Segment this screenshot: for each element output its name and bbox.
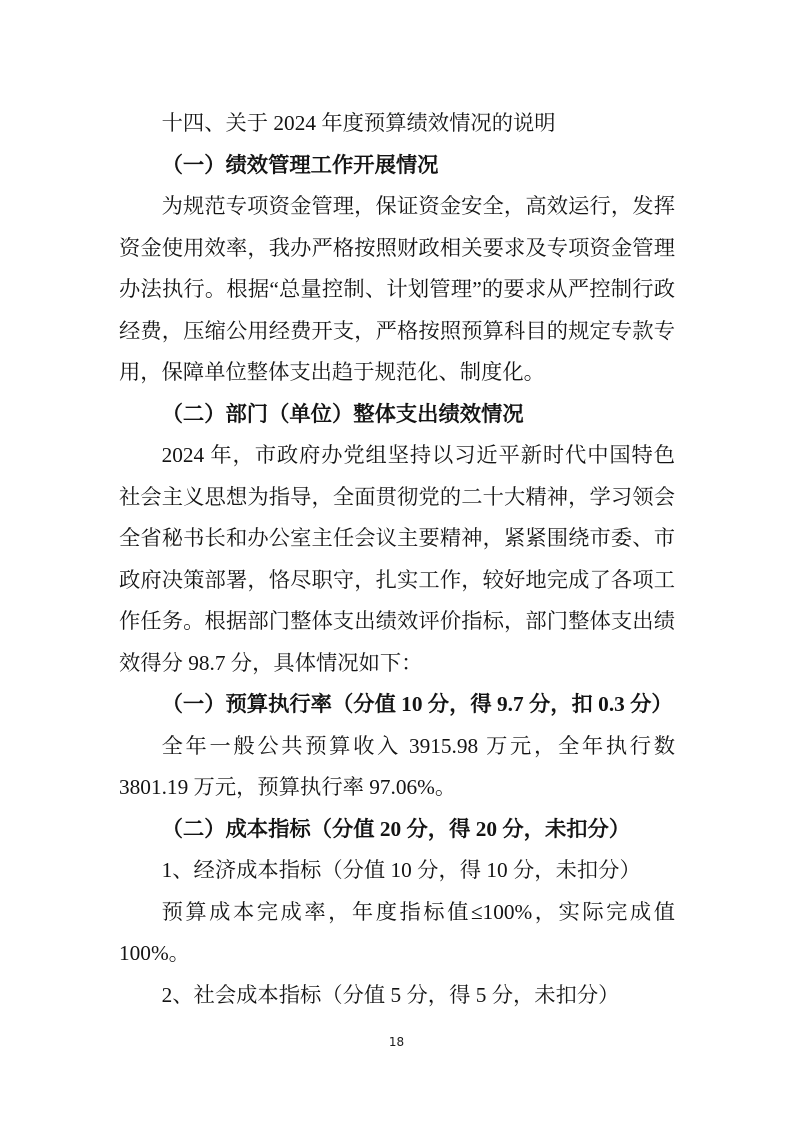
para-economic-cost-indicator: 1、经济成本指标（分值 10 分，得 10 分，未扣分） (161, 858, 641, 882)
para-2024-overview-score: 2024 年，市政府办党组坚持以习近平新时代中国特色社会主义思想为指导，全面贯彻党的二十大精神，学习领会全省秘书长和办公室主任会议主要精神，紧紧围绕市委、市政府决策部署，恪尽职守，扎实工作，较好地完成了各项工作任务。根据部门整体支出绩效评价指标，部门整体支出绩效得分 98.7 分，具体情况如下： (119, 443, 675, 675)
page-number: 18 (388, 1035, 405, 1049)
heading-performance-management-work: （一）绩效管理工作开展情况 (161, 152, 439, 177)
section-title-14: 十四、关于 2024 年度预算绩效情况的说明 (161, 111, 556, 135)
para-budget-cost-completion-rate: 预算成本完成率，年度指标值≤100%，实际完成值 100%。 (119, 899, 675, 965)
heading-budget-execution-rate: （一）预算执行率（分值 10 分，得 9.7 分，扣 0.3 分） (161, 692, 673, 716)
para-special-fund-management: 为规范专项资金管理，保证资金安全，高效运行，发挥资金使用效率，我办严格按照财政相关要求及专项资金管理办法执行。根据“总量控制、计划管理”的要求从严控制行政经费，压缩公用经费开支，严格按照预算科目的规定专款专用，保障单位整体支出趋于规范化、制度化。 (119, 194, 675, 384)
document-text-block (119, 103, 675, 1016)
heading-department-overall-expenditure: （二）部门（单位）整体支出绩效情况 (161, 401, 524, 426)
para-social-cost-indicator: 2、社会成本指标（分值 5 分，得 5 分，未扣分） (161, 982, 620, 1007)
heading-cost-indicator: （二）成本指标（分值 20 分，得 20 分，未扣分） (161, 816, 631, 841)
para-budget-execution-figures: 全年一般公共预算收入 3915.98 万元，全年执行数 3801.19 万元，预算执行率 97.06%。 (119, 733, 675, 799)
